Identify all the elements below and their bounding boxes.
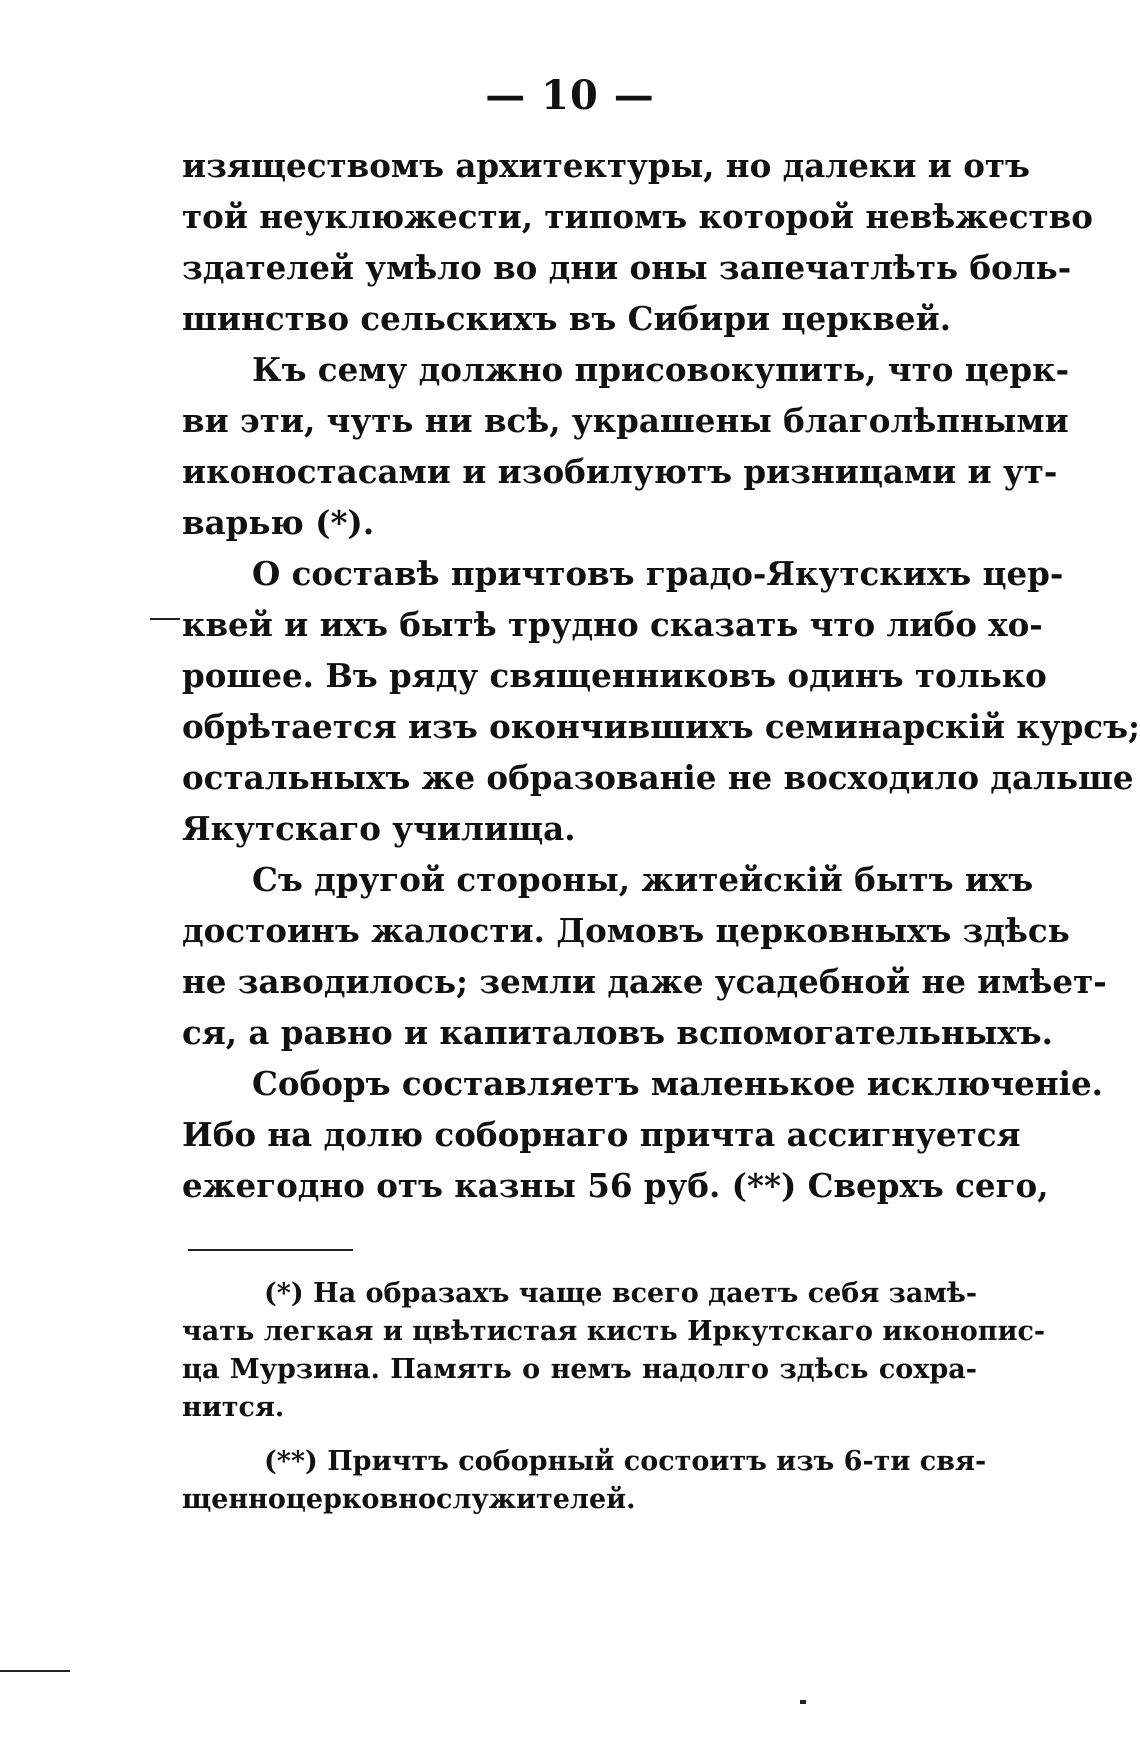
body-line: О составѣ причтовъ градо-Якутскихъ цер- [252,554,1064,593]
footnote-gap [182,1427,977,1443]
scan-mark [0,1670,70,1672]
body-line: Ибо на долю соборнаго причта ассигнуется [182,1115,1021,1154]
body-line: рошее. Въ ряду священниковъ одинъ только [182,656,1047,695]
scan-mark [800,1700,806,1704]
footnote-line: (*) На образахъ чаще всего даетъ себя замѣ- [264,1278,978,1309]
body-line: ви эти, чуть ни всѣ, украшены благолѣпными [182,401,1069,440]
body-line: ся, а равно и капиталовъ вспомогательныхъ. [182,1013,1053,1052]
footnotes [182,1275,1046,1519]
page-number: — 10 — [485,72,655,119]
body-line: Якутскаго училища. [182,809,576,848]
body-line: варью (*). [182,503,375,542]
footnote-line: нится. [182,1392,285,1423]
body-line: изяществомъ архитектуры, но далеки и отъ [182,146,1030,185]
body-line: той неуклюжести, типомъ которой невѣжество [182,197,1093,236]
footnote-line: щенноцерковнослужителей. [182,1484,636,1515]
body-line: ежегодно отъ казны 56 руб. (**) Сверхъ сего, [182,1166,1049,1205]
footnote-separator [188,1249,353,1251]
body-text [182,140,1140,1211]
body-line: обрѣтается изъ окончившихъ семинарскій курсъ; [182,707,1140,746]
body-line: не заводилось; земли даже усадебной не имѣет- [182,962,1107,1001]
body-line: достоинъ жалости. Домовъ церковныхъ здѣсь [182,911,1070,950]
scan-mark [150,618,180,620]
body-line: Съ другой стороны, житейскій бытъ ихъ [252,860,1034,899]
footnote-line: ца Мурзина. Память о немъ надолго здѣсь сохра- [182,1354,977,1385]
body-line: Къ сему должно присовокупить, что церк- [252,350,1070,389]
body-line: квей и ихъ бытѣ трудно сказать что либо хо- [182,605,1043,644]
body-line: шинство сельскихъ въ Сибири церквей. [182,299,952,338]
body-line: остальныхъ же образованіе не восходило дальше [182,758,1134,797]
footnote-line: чать легкая и цвѣтистая кисть Иркутскаго иконопис- [182,1316,1046,1347]
body-line: здателей умѣло во дни оны запечатлѣть боль- [182,248,1072,287]
body-line: иконостасами и изобилуютъ ризницами и ут- [182,452,1058,491]
footnote-line: (**) Причтъ соборный состоитъ изъ 6-ти свя- [264,1446,987,1477]
body-line: Соборъ составляетъ маленькое исключеніе. [252,1064,1103,1103]
